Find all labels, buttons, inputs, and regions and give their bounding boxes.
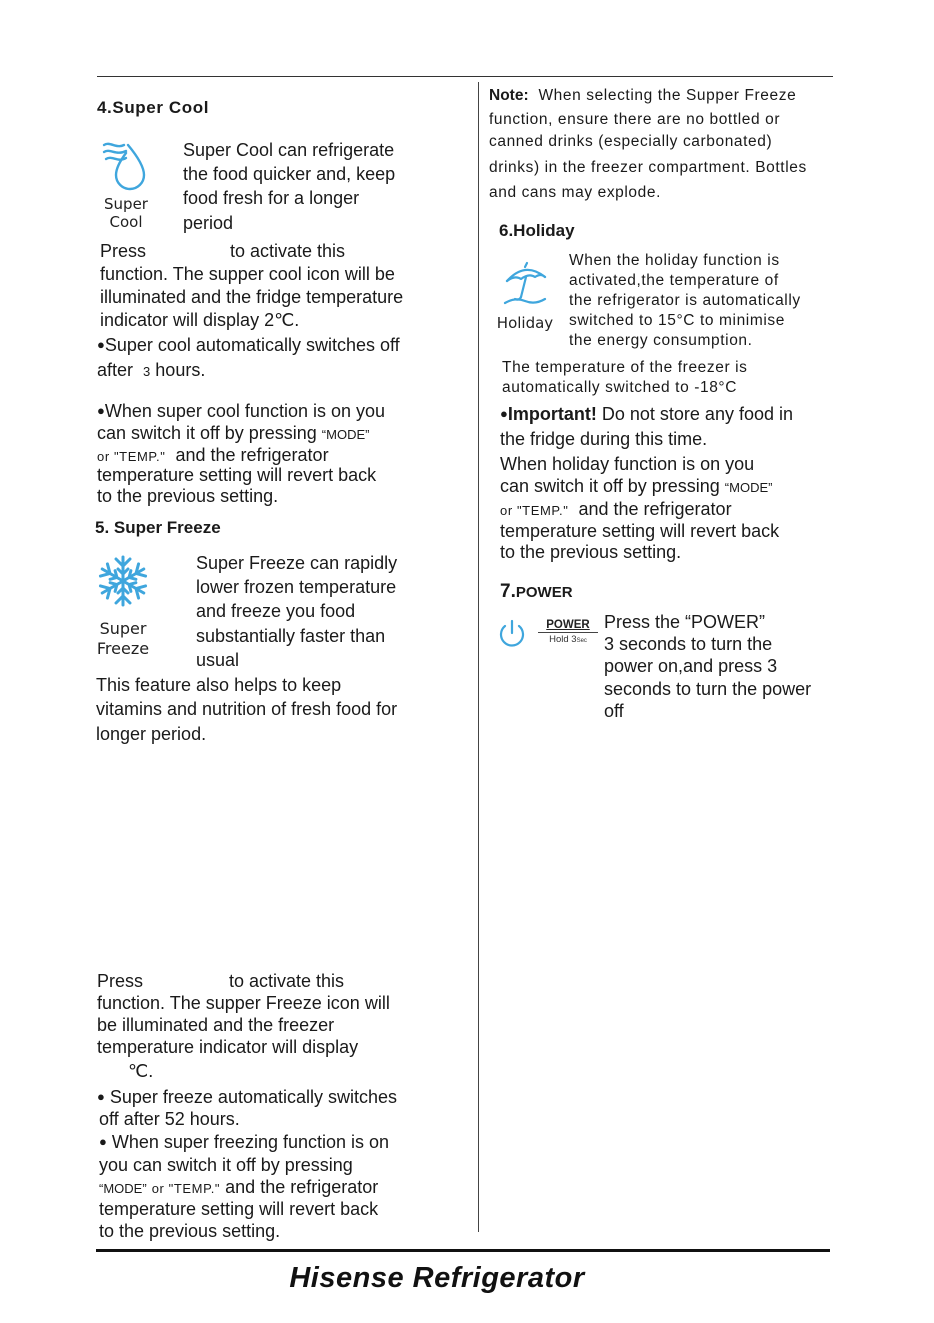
snowflake-icon (96, 554, 150, 608)
section-6-heading: 6.Holiday (499, 221, 575, 240)
holiday-icon-label: Holiday (496, 314, 554, 332)
power-button-label: POWER Hold 3Sec (538, 618, 598, 648)
super-cool-droplet-icon (98, 135, 150, 193)
column-divider (478, 82, 479, 1232)
super-freeze-icon-label: Super Freeze (96, 619, 150, 658)
section-5-heading: 5. Super Freeze (95, 518, 221, 537)
footer-brand: Hisense Refrigerator (289, 1262, 585, 1294)
power-icon[interactable] (496, 617, 528, 649)
umbrella-icon (501, 259, 549, 307)
section-4-heading: 4.Super Cool (97, 98, 210, 117)
bottom-rule (96, 1249, 830, 1252)
top-rule (97, 76, 833, 77)
section-7-heading: 7.POWER (500, 581, 573, 602)
super-cool-icon-label: Super Cool (104, 195, 148, 231)
